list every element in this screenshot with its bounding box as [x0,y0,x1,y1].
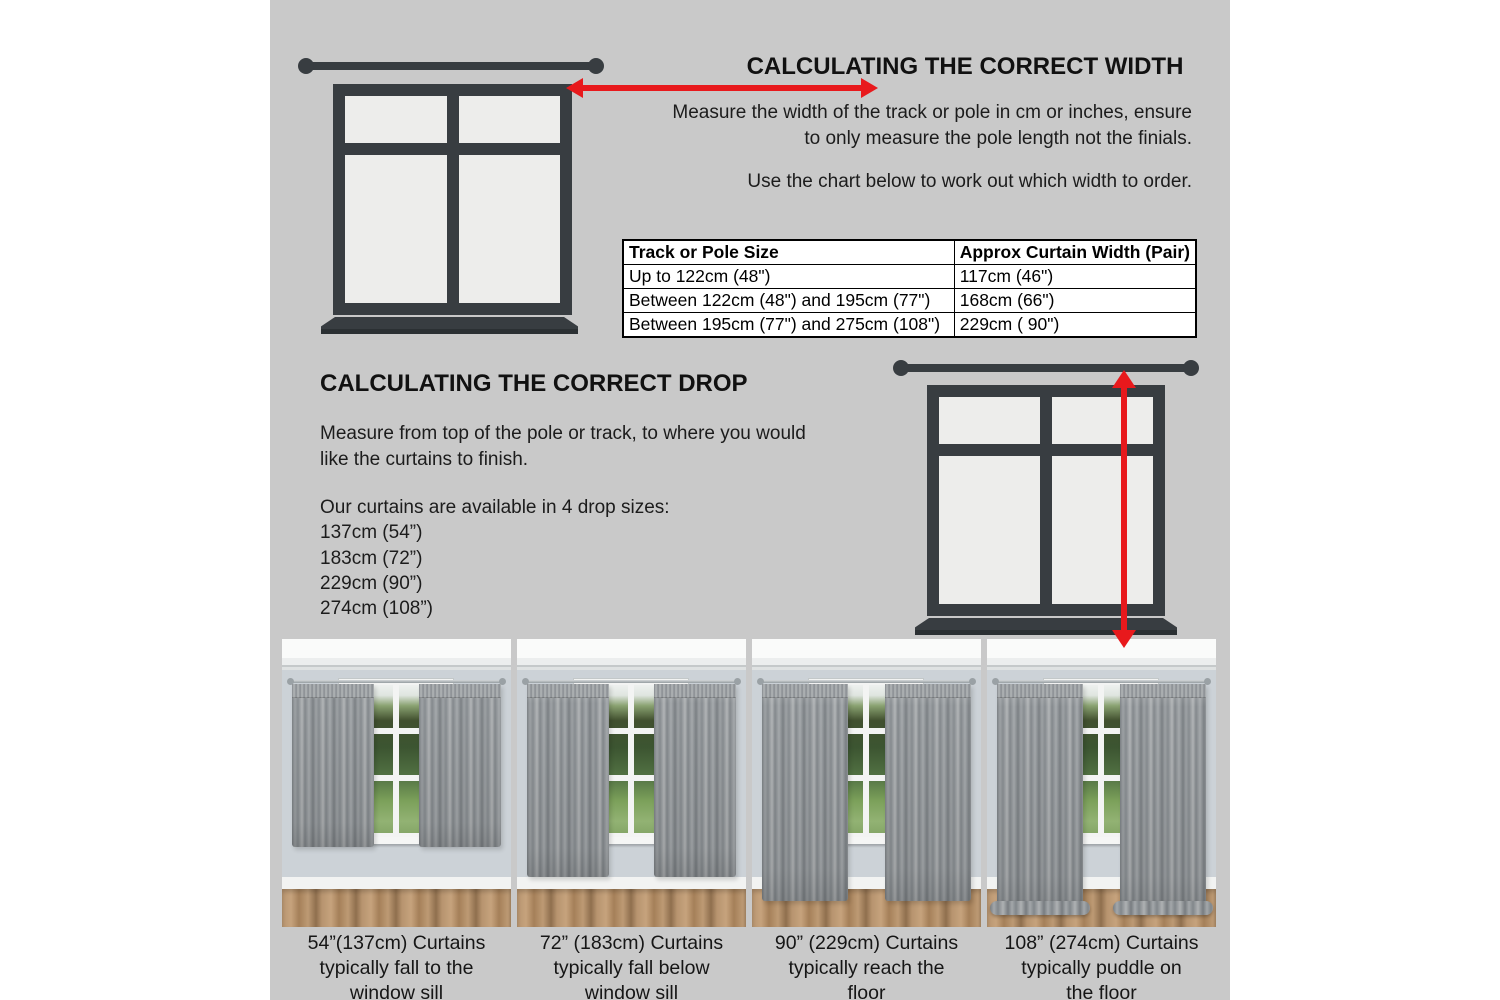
arrow-head-top [1112,370,1136,388]
pole-finial-left [893,360,909,376]
curtain-right [419,684,501,847]
drop-section-title: CALCULATING THE CORRECT DROP [320,370,748,397]
photo-curtain-pole [291,680,502,683]
skirting-board [282,877,511,889]
intro-line: to only measure the pole length not the finials. [804,128,1192,149]
table-row [623,265,1196,289]
drop-size-item: 137cm (54”) [320,522,423,544]
window-sill-graphic [321,317,578,334]
window-sash [863,685,869,833]
pole-finial-left [298,58,314,74]
caption-line: floor [847,982,886,1000]
photo-caption [517,931,746,1000]
width-section-title: CALCULATING THE CORRECT WIDTH [746,53,1184,80]
photo-curtain-pole [526,680,737,683]
caption-line: window sill [349,982,444,1000]
caption-line: typically fall below [553,957,710,979]
caption-line: 72” (183cm) Curtains [539,932,724,954]
arrow-head-left [566,78,583,98]
wood-floor [282,889,511,927]
pencil-pleat-header [292,684,374,698]
window-pane [1052,397,1153,444]
pencil-pleat-header [885,684,971,698]
photo-curtain-pole [761,680,972,683]
caption-line: the floor [1066,982,1137,1000]
wood-floor [517,889,746,927]
window-sash [393,685,399,833]
col-header-curtain-width: Approx Curtain Width (Pair) [954,240,1196,265]
cell-curtain-width: 229cm ( 90") [954,313,1196,338]
width-section-intro [620,100,1192,152]
curtain-left [762,684,848,901]
table-row [623,313,1196,338]
example-panel-90 [752,639,981,1000]
drop-size-item: 183cm (72”) [320,547,423,569]
arrow-head-right [861,78,878,98]
arrow-head-bottom [1112,630,1136,648]
col-header-pole-size: Track or Pole Size [623,240,954,265]
pencil-pleat-header [527,684,609,698]
caption-line: typically reach the [788,957,945,979]
window-pane [345,155,447,303]
ceiling-molding [752,639,981,670]
curtain-left [997,684,1083,910]
window-pane [1052,456,1153,604]
window-pane [459,96,561,143]
room-photo [752,639,981,927]
window-sill-graphic [915,618,1177,635]
drop-measure-arrow [1112,370,1136,648]
drop-size-item: 229cm (90”) [320,572,423,594]
window-pane [939,397,1040,444]
curtain-right [1120,684,1206,910]
drop-length-examples [282,639,1222,1000]
cell-pole-size: Up to 122cm (48") [623,265,954,289]
cell-pole-size: Between 122cm (48") and 195cm (77") [623,289,954,313]
intro-line: Measure from top of the pole or track, to where you would [320,423,806,444]
intro-line: Measure the width of the track or pole in cm or inches, ensure [672,102,1192,123]
example-panel-108 [987,639,1216,1000]
cell-curtain-width: 117cm (46") [954,265,1196,289]
pencil-pleat-header [1120,684,1206,698]
width-measure-arrow [566,78,878,98]
curtain-pole-graphic [900,364,1192,372]
cell-curtain-width: 168cm (66") [954,289,1196,313]
width-chart-note: Use the chart below to work out which width to order. [747,171,1192,192]
caption-line: typically fall to the [319,957,474,979]
caption-line: 108” (274cm) Curtains [1004,932,1199,954]
pencil-pleat-header [762,684,848,698]
pencil-pleat-header [997,684,1083,698]
photo-curtain-pole [996,680,1207,683]
room-photo [517,639,746,927]
room-photo [282,639,511,927]
pencil-pleat-header [654,684,736,698]
curtain-right [885,684,971,901]
cell-pole-size: Between 195cm (77") and 275cm (108") [623,313,954,338]
caption-line: typically puddle on [1021,957,1182,979]
size-table [622,239,1197,338]
table-row [623,289,1196,313]
room-photo [987,639,1216,927]
window-pane [345,96,447,143]
curtain-pole-graphic [305,62,597,70]
photo-caption [282,931,511,1000]
drop-sizes-list [320,495,740,621]
pencil-pleat-header [419,684,501,698]
intro-line: like the curtains to finish. [320,449,529,470]
example-panel-72 [517,639,746,1000]
infographic-content [270,0,1230,1000]
skirting-board [517,877,746,889]
window-pane [459,155,561,303]
photo-caption [752,931,981,1000]
window-pane [939,456,1040,604]
arrow-line [1121,383,1127,635]
caption-line: 54”(137cm) Curtains [307,932,486,954]
window-sash [628,685,634,833]
table-header-row [623,240,1196,265]
drop-size-item: 274cm (108”) [320,598,433,620]
ceiling-molding [987,639,1216,670]
pole-finial-right [1183,360,1199,376]
window-sash [1098,685,1104,833]
arrow-line [580,85,864,91]
ceiling-molding [282,639,511,670]
window-graphic [333,84,572,315]
example-panel-54 [282,639,511,1000]
curtain-left [292,684,374,847]
photo-caption [987,931,1216,1000]
ceiling-molding [517,639,746,670]
drop-sizes-intro: Our curtains are available in 4 drop sizes: [320,497,670,518]
curtain-left [527,684,609,877]
curtain-right [654,684,736,877]
caption-line: 90” (229cm) Curtains [774,932,959,954]
drop-section-intro [320,421,880,473]
pole-finial-right [588,58,604,74]
caption-line: window sill [584,982,679,1000]
